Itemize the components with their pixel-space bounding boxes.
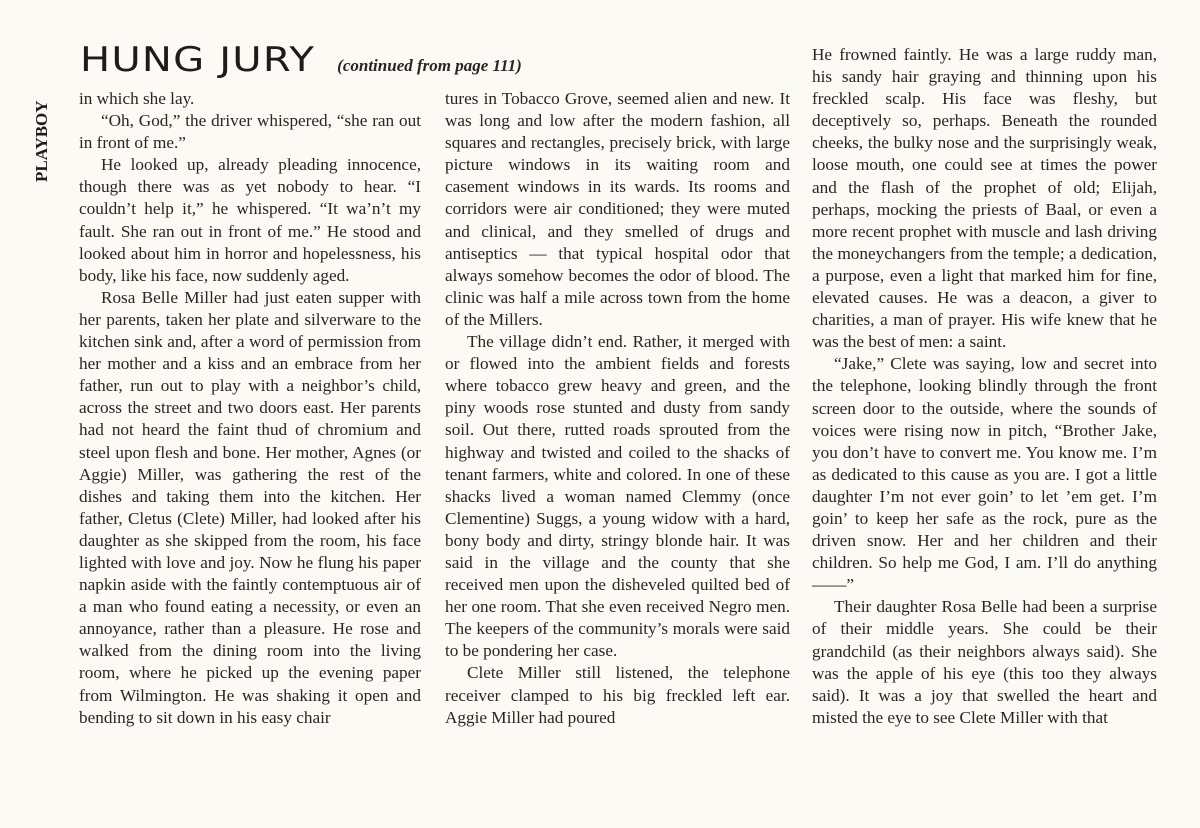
- paragraph: He frowned faintly. He was a large ruddy man, his sandy hair graying and thinning upon his freckled scalp. His face was fleshy, but deceptively so, perhaps. Beneath the rounded cheeks, the bulky nose and the surprisingly weak, loose mouth, one could see at times the power and the flash of the prophet of old; Elijah, perhaps, mocking the priests of Baal, or even a more recent prophet with muscle and lash driving the moneychangers from the temple; a dedication, a purpose, even a light that marked him for fine, elevated causes. He was a deacon, a giver to charities, a man of prayer. His wife knew that he was the best of men: a saint.: [812, 45, 1157, 352]
- paragraph: Rosa Belle Miller had just eaten supper with her parents, taken her plate and silverware to the kitchen sink and, after a word of permission from her mother and a kiss and an embrace from her father, run out to play with a neighbor’s child, across the street and two doors east. Her parents had not heard the faint thud of chromium and steel upon flesh and bone. Her mother, Agnes (or Aggie) Miller, was gathering the rest of the dishes and taking them into the kitchen. Her father, Cletus (Clete) Miller, had looked after his daughter as she skipped from the room, his face lighted with love and joy. Now he flung his paper napkin aside with the faintly contemptuous air of a man who found eating a necessity, or even an annoyance, rather than a pleasure. He rose and walked from the dining room into the living room, where he picked up the evening paper from Wilmington. He was shaking it open and bending to sit down in his easy chair: [79, 287, 421, 727]
- article-header: [80, 40, 780, 84]
- text-column-3: [812, 44, 1157, 729]
- paragraph: in which she lay.: [79, 89, 195, 108]
- paragraph: He looked up, already pleading innocence, though there was as yet nobody to hear. “I couldn’t help it,” he whispered. “It wa’n’t my fault. She ran out in front of me.” He stood and looked about him in horror and hopelessness, his body, like his face, now suddenly aged.: [79, 155, 421, 285]
- paragraph: Clete Miller still listened, the telephone receiver clamped to his big freckled left ear. Aggie Miller had poured: [445, 663, 790, 727]
- continuation-note: (continued from page 111): [337, 56, 522, 75]
- text-column-1: [79, 88, 421, 729]
- text-column-2: [445, 88, 790, 729]
- paragraph: tures in Tobacco Grove, seemed alien and new. It was long and low after the modern fashion, all squares and rectangles, precisely brick, with large picture windows in its waiting room and casement windows in its wards. Its rooms and corridors were air conditioned; they were muted and clinical, and they smelled of drugs and antiseptics — that typical hospital odor that always somehow becomes the odor of blood. The clinic was half a mile across town from the home of the Millers.: [445, 89, 790, 329]
- paragraph: The village didn’t end. Rather, it merged with or flowed into the ambient fields and forests where tobacco grew heavy and green, and the piny woods rose stunted and dusty from sandy soil. Out there, rutted roads sprouted from the highway and twisted and coiled to the shacks of tenant farmers, white and colored. In one of these shacks lived a woman named Clemmy (once Clementine) Suggs, a young widow with a hard, bony body and dirty, stringy blonde hair. It was said in the village and the county that she received men upon the disheveled quilted bed of her one room. That she even received Negro men. The keepers of the community’s morals were said to be pondering her case.: [445, 332, 790, 661]
- magazine-name-running-head: PLAYBOY: [32, 100, 51, 182]
- article-title: HUNG JURY: [80, 40, 316, 80]
- paragraph: “Jake,” Clete was saying, low and secret into the telephone, looking blindly through the front screen door to the outside, where the sounds of voices were rising now in pitch, “Brother Jake, you don’t have to convert me. You know me. I’m as dedicated to this cause as you are. I got a little daughter I’m not ever goin’ to let ’em get. I’m goin’ to keep her safe as the rock, pure as the driven snow. Her and her children and their children. So help me God, I am. I’ll do anything ——”: [812, 354, 1157, 595]
- paragraph: Their daughter Rosa Belle had been a surprise of their middle years. She could be their grandchild (as their neighbors always said). She was the apple of his eye (this too they always said). It was a joy that swelled the heart and misted the eye to see Clete Miller with that: [812, 597, 1157, 727]
- paragraph: “Oh, God,” the driver whispered, “she ran out in front of me.”: [79, 111, 421, 153]
